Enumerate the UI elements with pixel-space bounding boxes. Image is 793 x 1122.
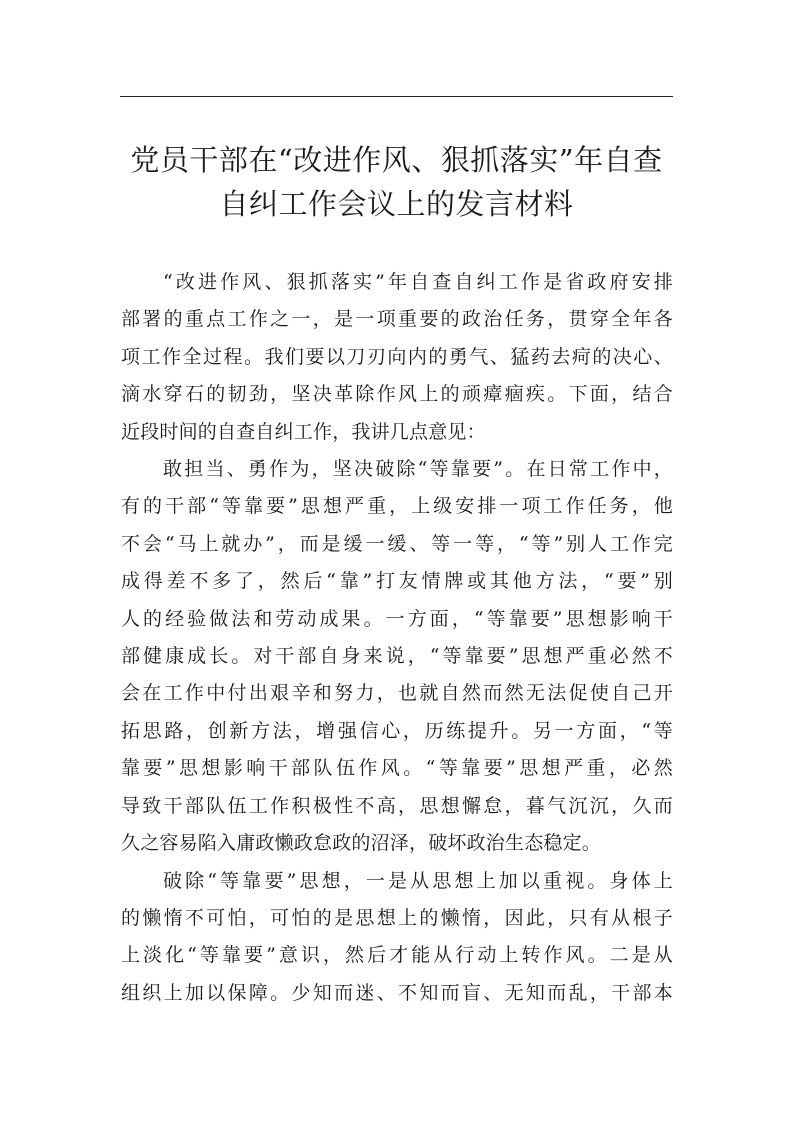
text-line: 成得差不多了，然后“靠”打友情牌或其他方法，“要”别 bbox=[121, 570, 673, 593]
text-line: 部健康成长。对干部自身来说，“等靠要”思想严重必然不 bbox=[121, 645, 673, 668]
header-rule bbox=[120, 96, 673, 97]
text-line: 近段时间的自查自纠工作，我讲几点意见： bbox=[121, 420, 486, 443]
text-line: 项工作全过程。我们要以刀刃向内的勇气、猛药去疴的决心、 bbox=[121, 345, 673, 368]
text-line: 破除“等靠要”思想，一是从思想上加以重视。身体上 bbox=[163, 869, 673, 892]
text-line: 有的干部“等靠要”思想严重，上级安排一项工作任务，他 bbox=[121, 495, 673, 518]
text-line: 上淡化“等靠要”意识，然后才能从行动上转作风。二是从 bbox=[121, 944, 673, 967]
paragraph-eliminate-waiting bbox=[121, 451, 673, 862]
title-line: 自纠工作会议上的发言材料 bbox=[219, 187, 574, 221]
text-line: 导致干部队伍工作积极性不高，思想懈怠，暮气沉沉，久而 bbox=[121, 794, 673, 817]
text-line: 的懒惰不可怕，可怕的是思想上的懒惰，因此，只有从根子 bbox=[121, 906, 673, 929]
title-line: 党员干部在“改进作风、狠抓落实”年自查 bbox=[130, 143, 663, 177]
text-line: “改进作风、狠抓落实”年自查自纠工作是省政府安排 bbox=[163, 271, 673, 293]
text-line: 敢担当、勇作为，坚决破除“等靠要”。在日常工作中， bbox=[163, 458, 673, 481]
document-title bbox=[110, 138, 683, 226]
text-line: 不会“马上就办”，而是缓一缓、等一等，“等”别人工作完 bbox=[121, 532, 673, 555]
text-line: 人的经验做法和劳动成果。一方面，“等靠要”思想影响干 bbox=[121, 607, 673, 630]
text-line: 靠要”思想影响干部队伍作风。“等靠要”思想严重，必然 bbox=[121, 757, 673, 780]
paragraph-measures bbox=[121, 863, 673, 1013]
text-line: 部署的重点工作之一，是一项重要的政治任务，贯穿全年各 bbox=[121, 308, 673, 331]
text-line: 组织上加以保障。少知而迷、不知而盲、无知而乱，干部本 bbox=[121, 981, 673, 1004]
text-line: 滴水穿石的韧劲，坚决革除作风上的顽瘴痼疾。下面，结合 bbox=[121, 383, 673, 406]
text-line: 久之容易陷入庸政懒政怠政的沼泽，破坏政治生态稳定。 bbox=[121, 832, 602, 855]
text-line: 拓思路，创新方法，增强信心，历练提升。另一方面，“等 bbox=[121, 719, 673, 742]
document-body bbox=[121, 264, 673, 1012]
paragraph-intro bbox=[121, 264, 673, 451]
text-line: 会在工作中付出艰辛和努力，也就自然而然无法促使自己开 bbox=[121, 682, 673, 705]
